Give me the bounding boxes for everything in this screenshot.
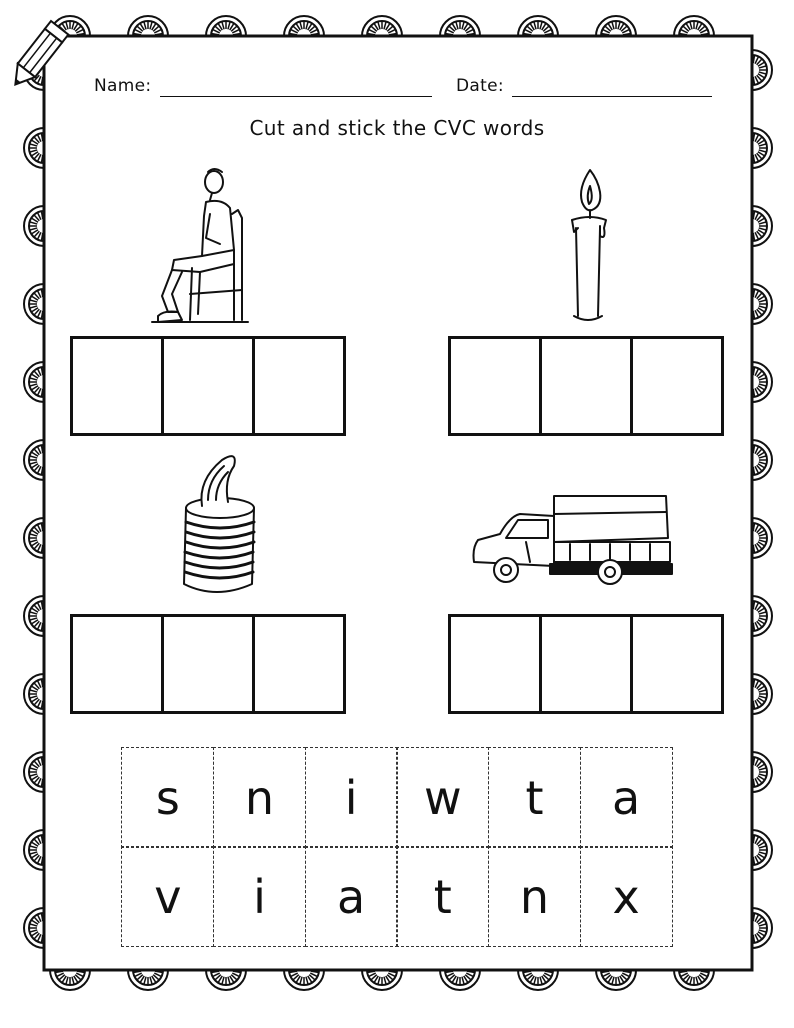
name-label: Name:: [94, 76, 152, 96]
answer-box[interactable]: [73, 617, 164, 711]
candle-icon: [560, 166, 616, 324]
answer-box[interactable]: [633, 617, 721, 711]
answer-box[interactable]: [73, 339, 164, 433]
letter-tile[interactable]: t: [396, 846, 489, 946]
answer-boxes-candle[interactable]: [448, 336, 724, 436]
letter-tile[interactable]: a: [305, 846, 398, 946]
answer-box[interactable]: [164, 339, 255, 433]
letter-tiles: [122, 748, 672, 946]
letter-tile[interactable]: t: [488, 747, 581, 847]
answer-box[interactable]: [164, 617, 255, 711]
letter-tile[interactable]: a: [580, 747, 673, 847]
answer-boxes-tin-can[interactable]: [70, 614, 346, 714]
answer-box[interactable]: [633, 339, 721, 433]
answer-box[interactable]: [542, 339, 633, 433]
date-label: Date:: [456, 76, 504, 96]
answer-box[interactable]: [451, 617, 542, 711]
answer-boxes-van[interactable]: [448, 614, 724, 714]
letter-tile[interactable]: n: [213, 747, 306, 847]
answer-box[interactable]: [451, 339, 542, 433]
letter-tile[interactable]: i: [305, 747, 398, 847]
name-field[interactable]: [160, 96, 432, 97]
tin-can-icon: [172, 450, 262, 600]
page-title: Cut and stick the CVC words: [249, 116, 545, 140]
letter-tile[interactable]: i: [213, 846, 306, 946]
answer-boxes-sitting-man[interactable]: [70, 336, 346, 436]
date-field[interactable]: [512, 96, 712, 97]
answer-box[interactable]: [255, 339, 343, 433]
letter-tile[interactable]: x: [580, 846, 673, 946]
answer-box[interactable]: [255, 617, 343, 711]
letter-tile[interactable]: s: [121, 747, 214, 847]
letter-tile[interactable]: n: [488, 846, 581, 946]
van-icon: [470, 492, 674, 590]
sitting-man-icon: [150, 164, 250, 326]
letter-tile[interactable]: v: [121, 846, 214, 946]
answer-box[interactable]: [542, 617, 633, 711]
letter-tile[interactable]: w: [396, 747, 489, 847]
